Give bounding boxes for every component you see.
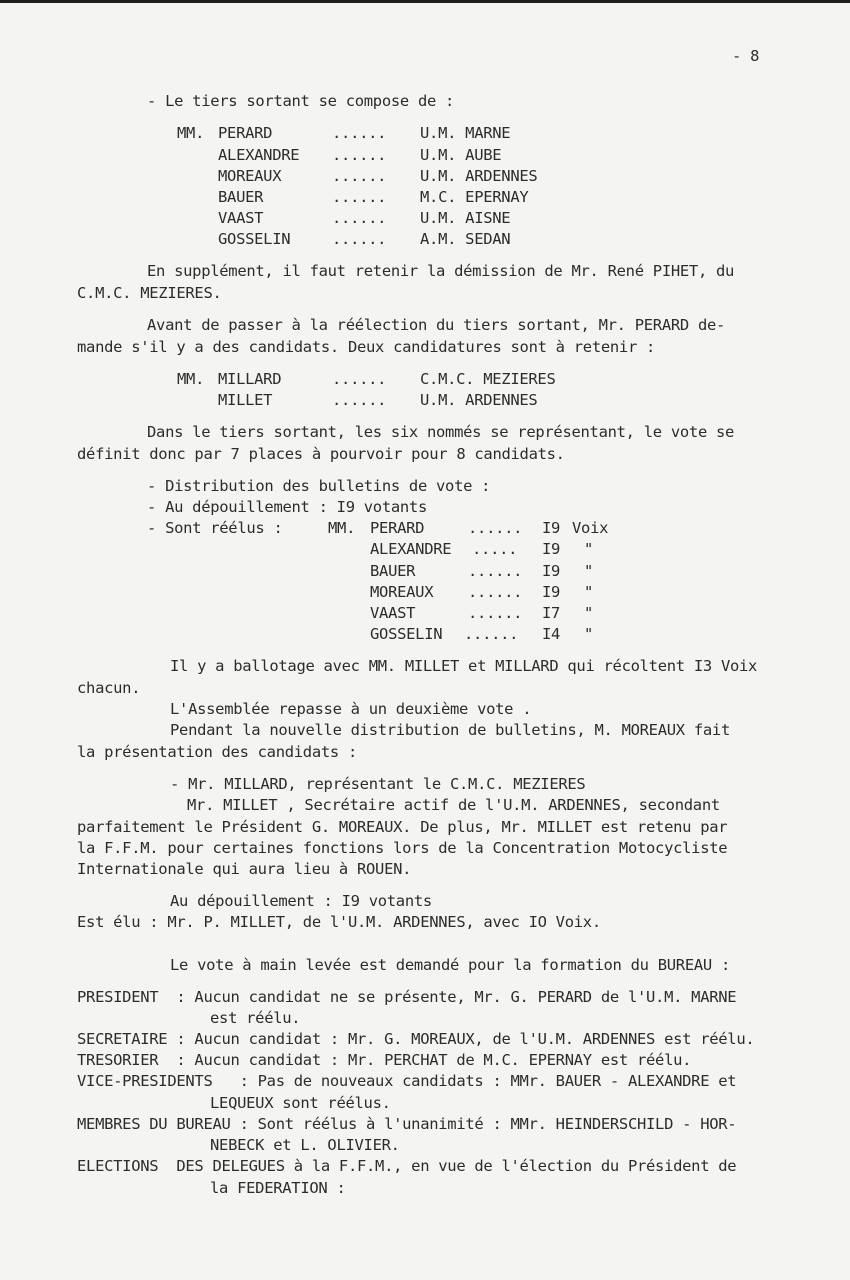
results-prefix: MM.: [328, 519, 356, 537]
result-votes: I7: [542, 604, 561, 622]
candidate-club: U.M. ARDENNES: [420, 391, 538, 409]
result-dots: ......: [468, 583, 523, 601]
result-dots: ......: [464, 625, 519, 643]
result-dots: ......: [468, 562, 523, 580]
result-unit: ": [584, 625, 594, 643]
presentation-line: - Mr. MILLARD, représentant le C.M.C. MEZIERES: [170, 775, 586, 793]
result-votes: I9: [542, 519, 561, 537]
bureau-vice-presidents: VICE-PRESIDENTS : Pas de nouveaux candidats : MMr. BAUER - ALEXANDRE et: [77, 1072, 737, 1090]
vote-definition-line: définit donc par 7 places à pourvoir pour 8 candidats.: [77, 445, 565, 463]
result-votes: I9: [542, 583, 561, 601]
second-elected-line: Est élu : Mr. P. MILLET, de l'U.M. ARDENNES, avec IO Voix.: [77, 913, 601, 931]
result-unit: ": [584, 562, 594, 580]
result-votes: I9: [542, 562, 561, 580]
outgoing-club: M.C. EPERNAY: [420, 188, 529, 206]
bureau-secretaire: SECRETAIRE : Aucun candidat : Mr. G. MOREAUX, de l'U.M. ARDENNES est réélu.: [77, 1030, 755, 1048]
result-unit: ": [584, 540, 594, 558]
result-name: VAAST: [370, 604, 416, 622]
result-dots: ......: [468, 519, 523, 537]
candidate-name: MILLET: [218, 391, 273, 409]
outgoing-dots: ......: [332, 188, 387, 206]
outgoing-name: ALEXANDRE: [218, 146, 300, 164]
second-count-line: Au dépouillement : I9 votants: [170, 892, 432, 910]
outgoing-name: BAUER: [218, 188, 264, 206]
outgoing-prefix: MM.: [177, 124, 205, 142]
bureau-vice-presidents: LEQUEUX sont réélus.: [210, 1094, 391, 1112]
distribution-line: - Distribution des bulletins de vote :: [147, 477, 491, 495]
bureau-membres: MEMBRES DU BUREAU : Sont réélus à l'unanimité : MMr. HEINDERSCHILD - HOR-: [77, 1115, 737, 1133]
bureau-elections: ELECTIONS DES DELEGUES à la F.F.M., en vue de l'élection du Président de: [77, 1157, 737, 1175]
outgoing-club: U.M. MARNE: [420, 124, 511, 142]
candidate-name: MILLARD: [218, 370, 282, 388]
ballotage-line: chacun.: [77, 679, 141, 697]
outgoing-name: GOSSELIN: [218, 230, 291, 248]
resignation-line: En supplément, il faut retenir la démission de Mr. René PIHET, du: [147, 262, 735, 280]
candidates-intro-line: Avant de passer à la réélection du tiers sortant, Mr. PERARD de-: [147, 316, 726, 334]
outgoing-club: U.M. ARDENNES: [420, 167, 538, 185]
outgoing-name: PERARD: [218, 124, 273, 142]
candidate-dots: ......: [332, 370, 387, 388]
result-dots: .....: [472, 540, 518, 558]
outgoing-name: MOREAUX: [218, 167, 282, 185]
presentation-line: Internationale qui aura lieu à ROUEN.: [77, 860, 412, 878]
outgoing-club: U.M. AISNE: [420, 209, 511, 227]
bureau-intro: Le vote à main levée est demandé pour la formation du BUREAU :: [170, 956, 730, 974]
result-unit: Voix: [572, 519, 609, 537]
candidates-prefix: MM.: [177, 370, 205, 388]
outgoing-dots: ......: [332, 230, 387, 248]
outgoing-intro: - Le tiers sortant se compose de :: [147, 92, 455, 110]
result-name: PERARD: [370, 519, 425, 537]
page-number: - 8: [732, 47, 760, 65]
bureau-president: est réélu.: [210, 1009, 301, 1027]
ballotage-line: L'Assemblée repasse à un deuxième vote .: [170, 700, 532, 718]
bureau-elections: la FEDERATION :: [210, 1179, 346, 1197]
result-votes: I4: [542, 625, 561, 643]
candidates-intro-line: mande s'il y a des candidats. Deux candidatures sont à retenir :: [77, 338, 656, 356]
outgoing-dots: ......: [332, 167, 387, 185]
outgoing-club: U.M. AUBE: [420, 146, 502, 164]
bureau-membres: NEBECK et L. OLIVIER.: [210, 1136, 400, 1154]
ballotage-line: Pendant la nouvelle distribution de bulletins, M. MOREAUX fait: [170, 721, 730, 739]
outgoing-club: A.M. SEDAN: [420, 230, 511, 248]
candidate-dots: ......: [332, 391, 387, 409]
outgoing-dots: ......: [332, 209, 387, 227]
first-count-line: - Au dépouillement : I9 votants: [147, 498, 427, 516]
ballotage-line: Il y a ballotage avec MM. MILLET et MILLARD qui récoltent I3 Voix: [170, 657, 758, 675]
result-name: BAUER: [370, 562, 416, 580]
page-top-edge: [0, 0, 850, 3]
candidate-club: C.M.C. MEZIERES: [420, 370, 556, 388]
outgoing-dots: ......: [332, 124, 387, 142]
result-unit: ": [584, 604, 594, 622]
result-name: GOSSELIN: [370, 625, 443, 643]
bureau-tresorier: TRESORIER : Aucun candidat : Mr. PERCHAT de M.C. EPERNAY est réélu.: [77, 1051, 692, 1069]
presentation-line: parfaitement le Président G. MOREAUX. De plus, Mr. MILLET est retenu par: [77, 818, 728, 836]
resignation-line: C.M.C. MEZIERES.: [77, 284, 222, 302]
result-name: MOREAUX: [370, 583, 434, 601]
reelected-label: - Sont réélus :: [147, 519, 283, 537]
ballotage-line: la présentation des candidats :: [77, 743, 357, 761]
outgoing-name: VAAST: [218, 209, 264, 227]
result-votes: I9: [542, 540, 561, 558]
result-name: ALEXANDRE: [370, 540, 452, 558]
outgoing-dots: ......: [332, 146, 387, 164]
presentation-line: Mr. MILLET , Secrétaire actif de l'U.M. ARDENNES, secondant: [187, 796, 720, 814]
result-unit: ": [584, 583, 594, 601]
bureau-president: PRESIDENT : Aucun candidat ne se présente, Mr. G. PERARD de l'U.M. MARNE: [77, 988, 737, 1006]
vote-definition-line: Dans le tiers sortant, les six nommés se représentant, le vote se: [147, 423, 735, 441]
presentation-line: la F.F.M. pour certaines fonctions lors de la Concentration Motocycliste: [77, 839, 728, 857]
result-dots: ......: [468, 604, 523, 622]
